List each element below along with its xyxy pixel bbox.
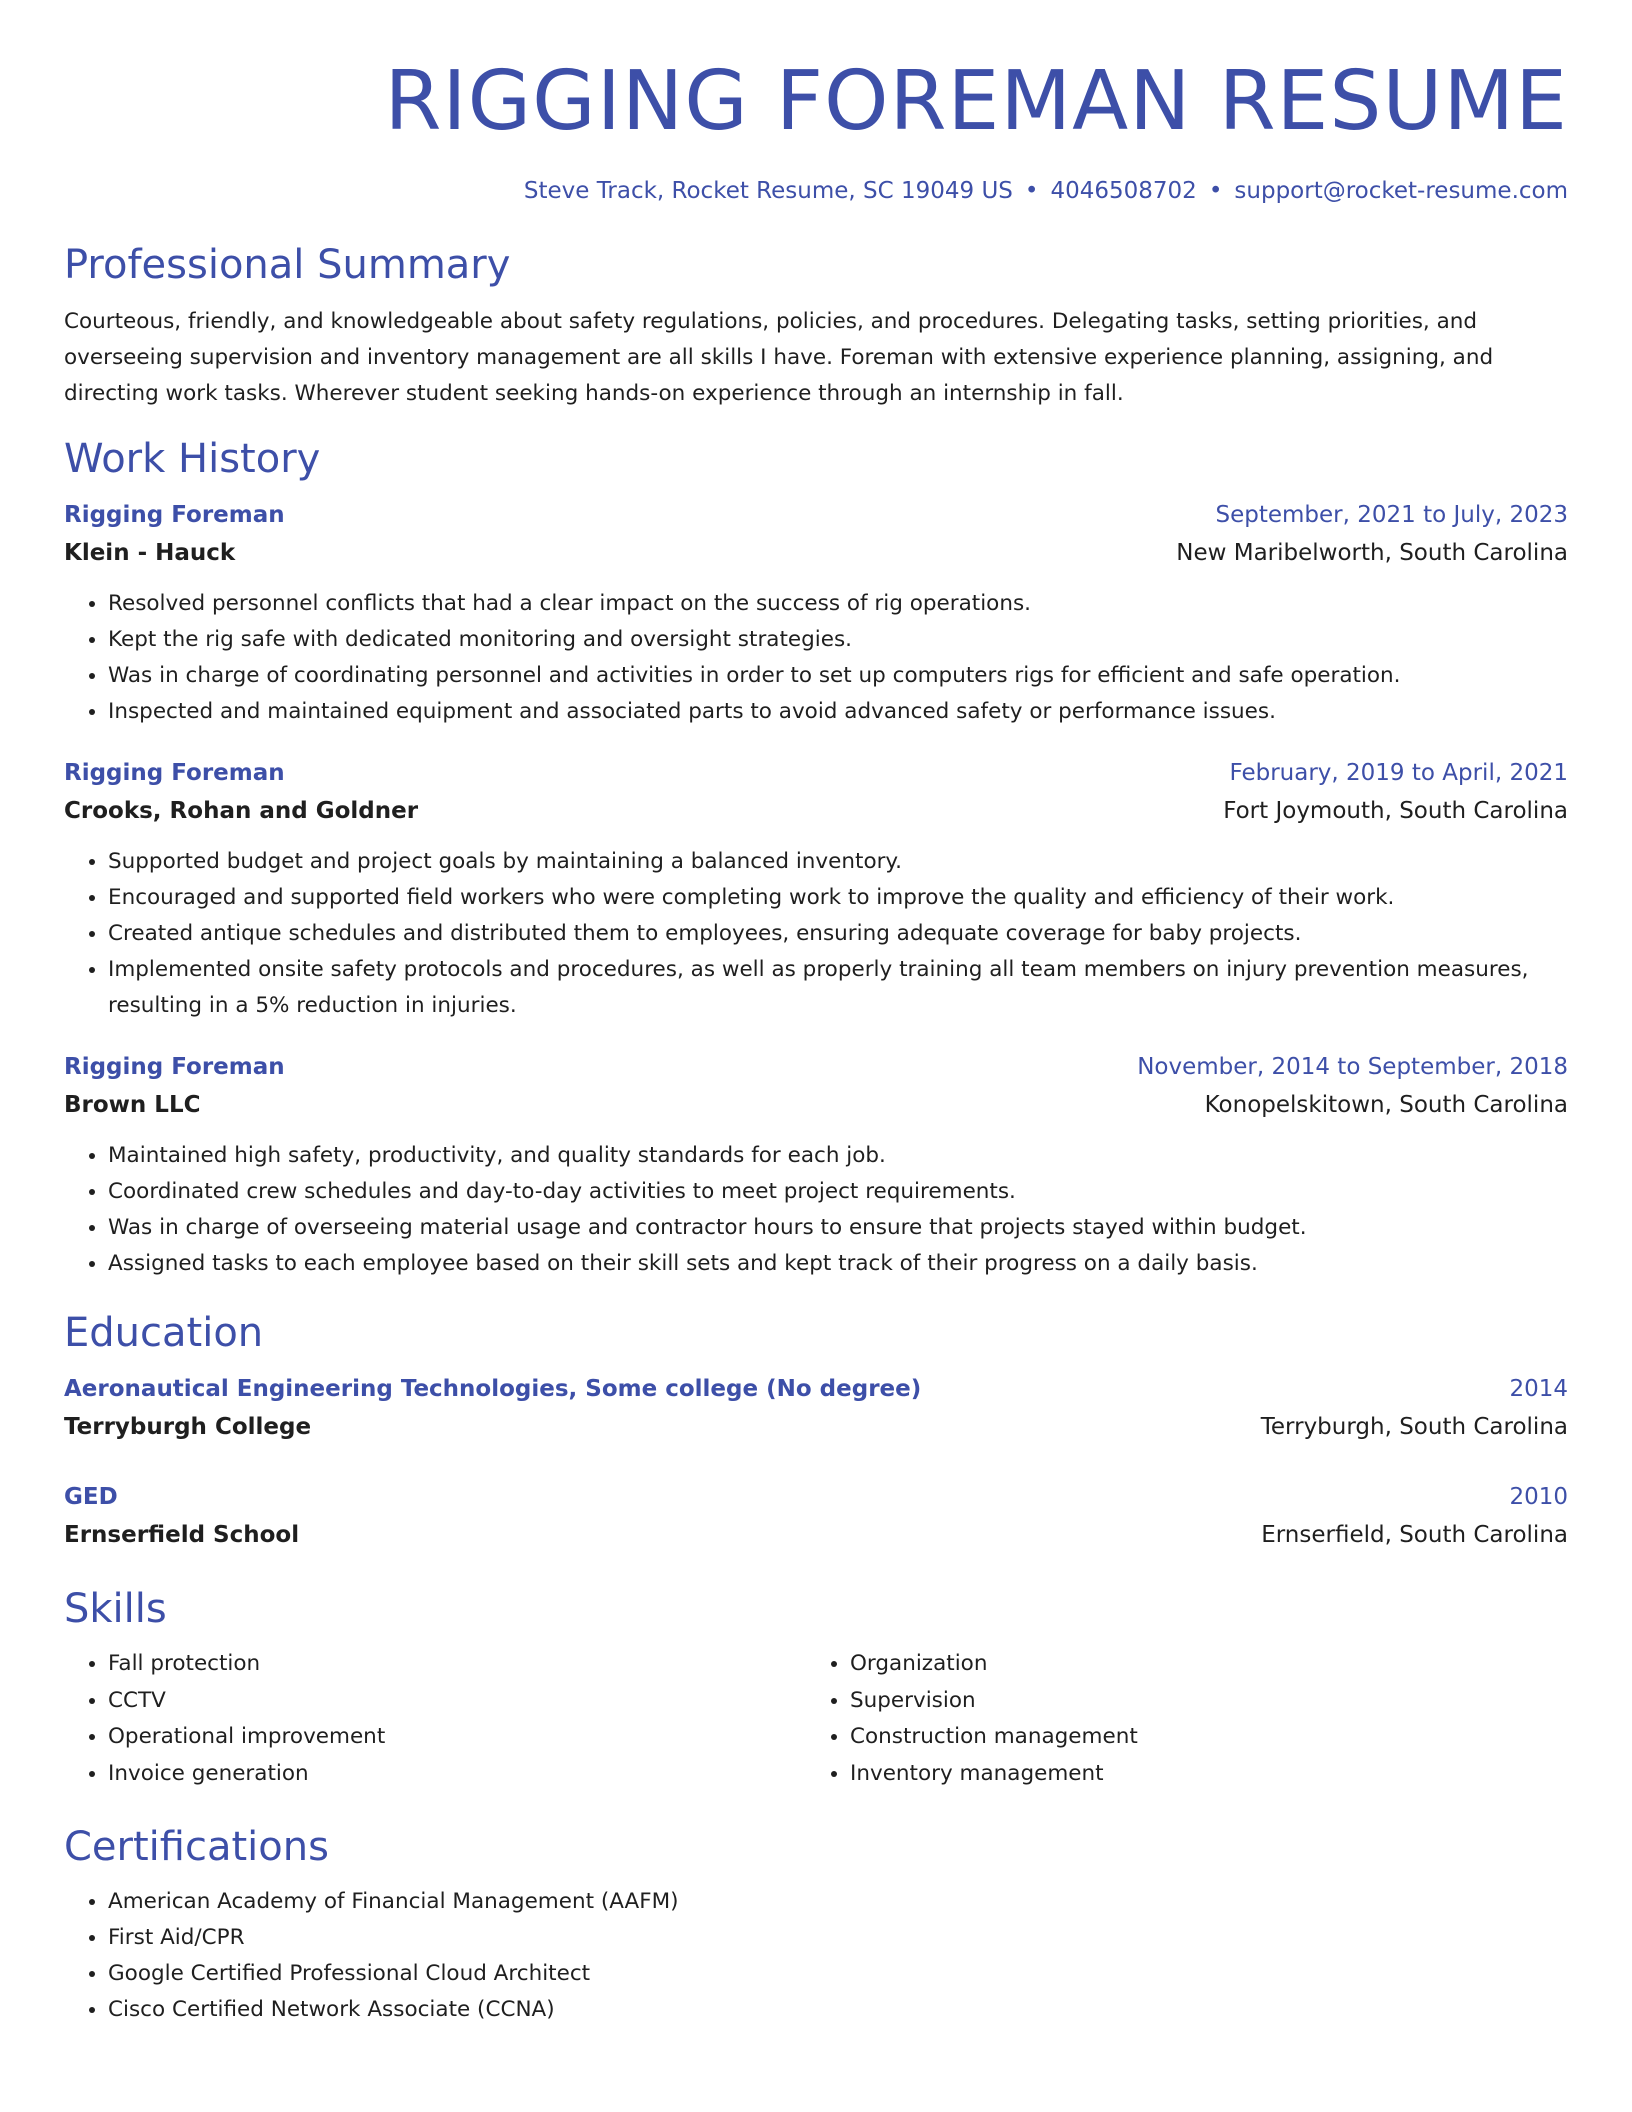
education-heading: Education	[64, 1310, 264, 1356]
skills-section	[64, 1584, 1568, 1792]
contact-address: Steve Track, Rocket Resume, SC 19049 US	[523, 178, 1013, 204]
education-year: 2010	[1509, 1484, 1568, 1510]
education-year: 2014	[1509, 1376, 1568, 1402]
education-school: Ernserfield School	[64, 1522, 300, 1548]
summary-heading: Professional Summary	[64, 242, 511, 288]
job-bullets	[64, 586, 1568, 730]
education-school: Terryburgh College	[64, 1414, 312, 1440]
job-bullet: • Kept the rig safe with dedicated monitoring and oversight strategies.	[108, 622, 1568, 658]
resume-title: RIGGING FOREMAN RESUME	[384, 54, 1568, 149]
contact-phone: 4046508702	[1050, 178, 1197, 204]
skills-column-left	[64, 1646, 806, 1792]
education-location: Terryburgh, South Carolina	[1260, 1414, 1568, 1440]
contact-email[interactable]: support@rocket-resume.com	[1234, 178, 1568, 204]
certifications-section	[64, 1822, 1568, 2028]
education-section	[64, 1308, 1568, 1554]
skill-item: • Operational improvement	[108, 1719, 806, 1756]
job-dates: November, 2014 to September, 2018	[1137, 1054, 1568, 1080]
certification-item: • American Academy of Financial Management (AAFM)	[108, 1884, 1568, 1920]
skill-item: • Construction management	[850, 1719, 1548, 1756]
job-title: Rigging Foreman	[64, 502, 285, 528]
job-company: Crooks, Rohan and Goldner	[64, 798, 419, 824]
skills-column-right	[806, 1646, 1548, 1792]
skills-heading: Skills	[64, 1586, 167, 1632]
education-entry	[64, 1370, 1568, 1446]
contact-separator: •	[1208, 178, 1223, 204]
skill-item: • Invoice generation	[108, 1756, 806, 1793]
job-bullet: • Implemented onsite safety protocols and procedures, as well as properly training all team members on injury prevention measures, resulting in a 5% reduction in injuries.	[108, 952, 1568, 1024]
certifications-list	[64, 1884, 1568, 2028]
work-history-heading: Work History	[64, 436, 321, 482]
job-bullet: • Inspected and maintained equipment and associated parts to avoid advanced safety or performance issues.	[108, 694, 1568, 730]
education-entry	[64, 1478, 1568, 1554]
contact-line	[64, 176, 1568, 206]
job-title: Rigging Foreman	[64, 1054, 285, 1080]
job-bullet: • Resolved personnel conflicts that had a clear impact on the success of rig operations.	[108, 586, 1568, 622]
skill-item: • Organization	[850, 1646, 1548, 1683]
education-location: Ernserfield, South Carolina	[1261, 1522, 1568, 1548]
job-bullet: • Was in charge of coordinating personnel and activities in order to set up computers rigs for efficient and safe operation.	[108, 658, 1568, 694]
job-bullet: • Encouraged and supported field workers who were completing work to improve the quality and efficiency of their work.	[108, 880, 1568, 916]
job-title: Rigging Foreman	[64, 760, 285, 786]
job-company: Klein - Hauck	[64, 540, 236, 566]
summary-text: Courteous, friendly, and knowledgeable about safety regulations, policies, and procedures. Delegating tasks, setting priorities, and overseeing supervision and inventory management are all skills I have. Foreman with extensive experience planning, assigning, and directing work tasks. Wherever student seeking hands-on experience through an internship in fall.	[64, 309, 1494, 406]
skill-item: • Fall protection	[108, 1646, 806, 1683]
certification-item: • Cisco Certified Network Associate (CCNA)	[108, 1992, 1568, 2028]
job-company: Brown LLC	[64, 1092, 201, 1118]
skill-item: • Inventory management	[850, 1756, 1548, 1793]
resume-page	[64, 0, 1568, 2028]
job-bullet: • Coordinated crew schedules and day-to-day activities to meet project requirements.	[108, 1174, 1568, 1210]
job-entry	[64, 1048, 1568, 1282]
job-bullet: • Supported budget and project goals by maintaining a balanced inventory.	[108, 844, 1568, 880]
skill-item: • Supervision	[850, 1683, 1548, 1720]
job-dates: September, 2021 to July, 2023	[1215, 502, 1568, 528]
job-entry	[64, 754, 1568, 1024]
job-bullets	[64, 844, 1568, 1024]
work-history-section	[64, 434, 1568, 1282]
job-bullets	[64, 1138, 1568, 1282]
job-bullet: • Maintained high safety, productivity, and quality standards for each job.	[108, 1138, 1568, 1174]
job-entry	[64, 496, 1568, 730]
job-dates: February, 2019 to April, 2021	[1229, 760, 1568, 786]
education-degree: Aeronautical Engineering Technologies, Some college (No degree)	[64, 1376, 922, 1402]
certifications-heading: Certifications	[64, 1824, 329, 1870]
job-bullet: • Created antique schedules and distributed them to employees, ensuring adequate coverage for baby projects.	[108, 916, 1568, 952]
job-location: Fort Joymouth, South Carolina	[1223, 798, 1568, 824]
job-bullet: • Was in charge of overseeing material usage and contractor hours to ensure that projects stayed within budget.	[108, 1210, 1568, 1246]
skills-grid	[64, 1646, 1568, 1792]
skill-item: • CCTV	[108, 1683, 806, 1720]
certification-item: • Google Certified Professional Cloud Architect	[108, 1956, 1568, 1992]
education-degree: GED	[64, 1484, 118, 1510]
job-location: Konopelskitown, South Carolina	[1204, 1092, 1568, 1118]
summary-section	[64, 240, 1568, 412]
job-bullet: • Assigned tasks to each employee based on their skill sets and kept track of their progress on a daily basis.	[108, 1246, 1568, 1282]
contact-separator: •	[1024, 178, 1039, 204]
certification-item: • First Aid/CPR	[108, 1920, 1568, 1956]
job-location: New Maribelworth, South Carolina	[1176, 540, 1568, 566]
